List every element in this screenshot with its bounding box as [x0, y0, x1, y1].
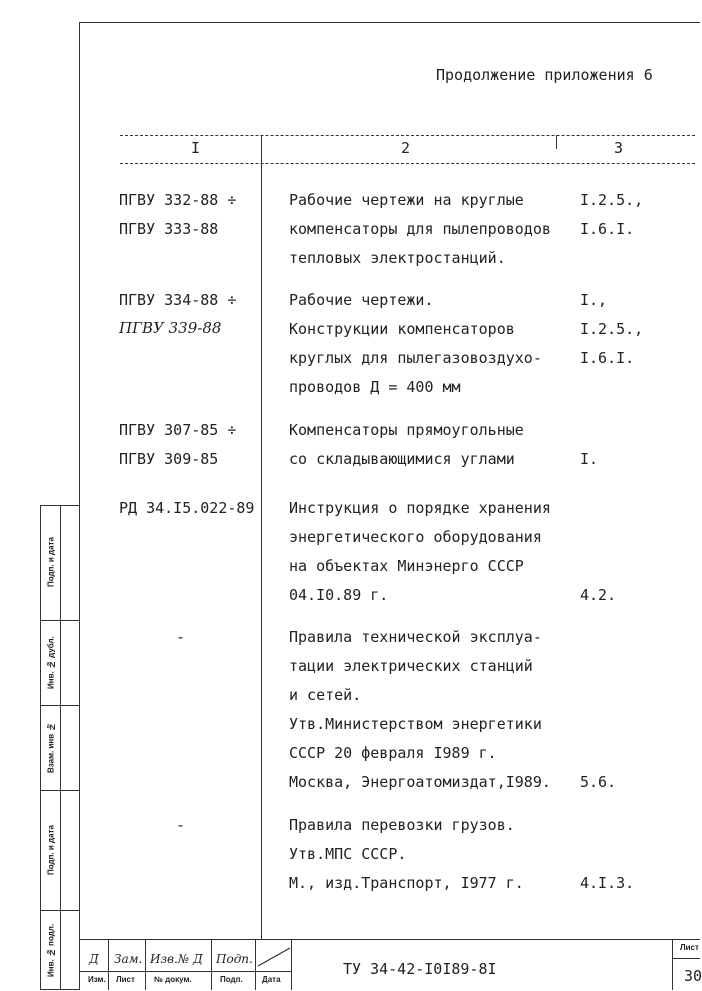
signature-mark: Д [89, 952, 99, 966]
title-block-vline [108, 940, 109, 990]
row-ref: 4.2. [580, 586, 617, 604]
column-divider [261, 135, 262, 939]
side-stamp-label: Инв. № подл. [46, 923, 56, 978]
row-title: энергетического оборудования [289, 528, 542, 546]
row-title: тации электрических станций [289, 657, 533, 675]
title-label-doc: № докум. [154, 975, 192, 984]
row-ref: I., [580, 291, 608, 309]
row-title: Компенсаторы прямоугольные [289, 421, 524, 439]
title-block-vline [145, 940, 146, 990]
page-frame-top [79, 22, 700, 23]
side-stamp-label: Подп. и дата [46, 537, 56, 588]
side-stamp-label: Подп. и дата [46, 825, 56, 875]
row-title: Утв.Министерством энергетики [289, 715, 542, 733]
row-code: ПГВУ 309-85 [119, 450, 219, 468]
row-title: 04.I0.89 г. [289, 586, 389, 604]
row-code: ПГВУ 333-88 [119, 220, 219, 238]
sheet-label: Лист [680, 943, 699, 952]
side-stamp-label: Взам. инв № [46, 722, 56, 773]
document-number: ТУ 34-42-I0I89-8I [343, 960, 497, 978]
row-title: Правила технической эксплуа- [289, 628, 542, 646]
row-ref: 5.6. [580, 773, 617, 791]
side-stamp-sep [40, 705, 80, 706]
row-title: круглых для пылегазовоздухо- [289, 349, 542, 367]
row-ref: I.2.5., [580, 191, 644, 209]
column-divider-2-mark [556, 135, 557, 149]
row-ref: 4.I.3. [580, 874, 635, 892]
side-stamp-sep [40, 910, 80, 911]
row-title: Инструкция о порядке хранения [289, 499, 551, 517]
row-code: ПГВУ 307-85 ÷ [119, 421, 237, 439]
row-title: Правила перевозки грузов. [289, 816, 515, 834]
continuation-heading: Продолжение приложения 6 [436, 66, 653, 84]
row-code: - [176, 816, 186, 834]
column-number-3: 3 [614, 139, 624, 157]
title-block-vline [672, 940, 673, 990]
row-code-handwritten: ПГВУ 339-88 [119, 319, 222, 337]
title-label-sign: Подп. [220, 975, 243, 984]
side-stamp-label: Инв. № дубл. [46, 636, 56, 689]
row-title: со складывающимися углами [289, 450, 515, 468]
row-code: - [176, 628, 186, 646]
title-label-izm: Изм. [88, 975, 106, 984]
row-title: М., изд.Транспорт, I977 г. [289, 874, 524, 892]
row-code: ПГВУ 332-88 ÷ [119, 191, 237, 209]
title-label-date: Дата [262, 975, 281, 984]
row-title: Утв.МПС СССР. [289, 845, 407, 863]
column-number-2: 2 [401, 139, 411, 157]
column-number-1: I [191, 139, 201, 157]
signature-stroke [256, 944, 292, 970]
row-title: Рабочие чертежи на круглые [289, 191, 524, 209]
row-title: проводов Д = 400 мм [289, 378, 461, 396]
row-title: тепловых электростанций. [289, 249, 506, 267]
row-title: и сетей. [289, 686, 362, 704]
title-block-vline [211, 940, 212, 990]
title-label-list: Лист [116, 975, 135, 984]
title-block-row-line [79, 971, 291, 972]
row-ref: I.6.I. [580, 220, 635, 238]
row-ref: I.2.5., [580, 320, 644, 338]
signature-mark: Зам. [114, 952, 143, 966]
row-title: Рабочие чертежи. [289, 291, 434, 309]
row-ref: I.6.I. [580, 349, 635, 367]
row-title: компенсаторы для пылепроводов [289, 220, 551, 238]
header-rule-top [120, 135, 695, 136]
title-block-sheet-line [672, 958, 700, 959]
side-stamp-divider [60, 505, 61, 990]
side-stamp-sep [40, 620, 80, 621]
row-title: на объектах Минэнерго СССР [289, 557, 524, 575]
signature-mark: Изв.№ Д [150, 952, 203, 966]
row-ref: I. [580, 450, 599, 468]
sheet-number: 30 [684, 967, 702, 985]
row-title: Москва, Энергоатомиздат,I989. [289, 773, 551, 791]
row-title: Конструкции компенсаторов [289, 320, 515, 338]
row-code: ПГВУ 334-88 ÷ [119, 291, 237, 309]
row-title: СССР 20 февраля I989 г. [289, 744, 497, 762]
signature-mark: Подп. [216, 952, 253, 966]
row-code: РД 34.I5.022-89 [119, 499, 255, 517]
header-rule-bottom [120, 163, 695, 164]
side-stamp-sep [40, 790, 80, 791]
